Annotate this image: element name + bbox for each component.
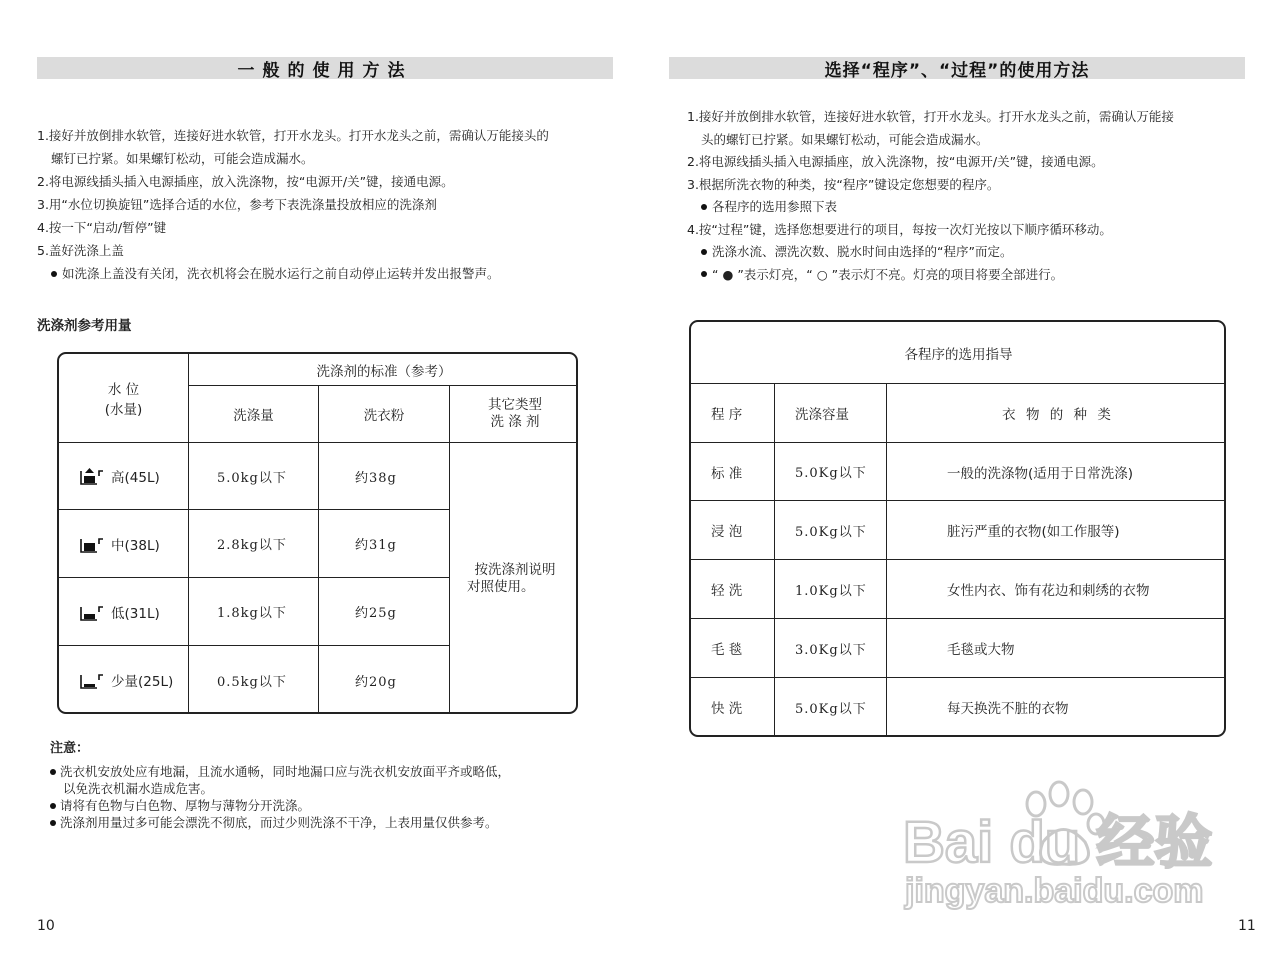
instruction-line: 2.将电源线插头插入电源插座，放入洗涤物，按“电源开/关”键，接通电源。 <box>37 174 454 189</box>
col-capacity: 洗涤容量 <box>795 407 849 423</box>
bullet-icon <box>50 803 56 809</box>
instruction-line: 2.将电源线插头插入电源插座，放入洗涤物，按“电源开/关”键，接通电源。 <box>687 154 1104 169</box>
instruction-line: 3.用“水位切换旋钮”选择合适的水位，参考下表洗涤量投放相应的洗涤剂 <box>37 197 437 212</box>
instruction-line: 5.盖好洗涤上盖 <box>37 243 124 258</box>
level-label: 高(45L) <box>111 470 160 486</box>
water-level-header <box>59 354 188 442</box>
capacity-value: 3.0Kg以下 <box>795 642 867 658</box>
other-note-line2: 对照使用。 <box>467 578 535 595</box>
other-detergent-note <box>450 443 578 714</box>
program-table-title: 各程序的选用指导 <box>904 346 1013 363</box>
instruction-bullet-text: 洗涤水流、漂洗次数、脱水时间由选择的“程序”而定。 <box>712 244 1013 259</box>
program-guide-table <box>689 320 1226 737</box>
tub-high-icon <box>79 467 105 485</box>
col-program: 程 序 <box>711 407 743 423</box>
col-other-line1: 其它类型 <box>488 397 542 413</box>
instruction-bullet-text: 各程序的选用参照下表 <box>712 199 838 214</box>
notes-title: 注意： <box>50 741 90 756</box>
program-name: 轻 洗 <box>711 583 743 599</box>
capacity-value: 5.0Kg以下 <box>795 701 867 717</box>
clothes-type-value: 女性内衣、饰有花边和刺绣的衣物 <box>947 583 1150 599</box>
clothes-type-value: 一般的洗涤物(适用于日常洗涤) <box>947 465 1134 482</box>
tub-low-icon <box>79 603 105 621</box>
right-instructions <box>687 106 1257 286</box>
instruction-line: 螺钉已拧紧。如果螺钉松动，可能会造成漏水。 <box>51 151 314 166</box>
right-page-title: 选择“程序”、“过程”的使用方法 <box>669 57 1245 79</box>
table-row-level <box>79 510 188 577</box>
table-row-level <box>79 578 188 645</box>
level-label: 中(38L) <box>111 537 160 554</box>
instruction-line: 4.按“过程”键，选择您想要进行的项目，每按一次灯光按以下顺序循环移动。 <box>687 221 1112 237</box>
note-text: 洗衣机安放处应有地漏，且流水通畅，同时地漏口应与洗衣机安放面平齐或略低， <box>60 764 511 779</box>
col-other-detergent <box>450 386 578 442</box>
level-label: 少量(25L) <box>111 674 174 690</box>
instruction-bullet <box>37 262 627 285</box>
powder-value: 约25g <box>355 606 397 621</box>
wash-amount-value: 5.0kg以下 <box>217 470 287 486</box>
instruction-line: 1.接好并放倒排水软管，连接好进水软管，打开水龙头。打开水龙头之前，需确认万能接头的 <box>37 128 549 143</box>
wash-amount-value: 2.8kg以下 <box>217 538 287 553</box>
notes-section <box>50 740 610 831</box>
clothes-type-value: 毛毯或大物 <box>947 642 1015 658</box>
bullet-icon <box>701 249 707 255</box>
right-page <box>640 0 1280 960</box>
instruction-line: 3.根据所洗衣物的种类，按“程序”键设定您想要的程序。 <box>687 176 1000 192</box>
page-number: 11 <box>1238 918 1256 934</box>
bullet-icon <box>50 820 56 826</box>
page-number: 10 <box>37 918 55 934</box>
instruction-line: 4.按一下“启动/暂停”键 <box>37 220 167 235</box>
tub-medium-icon <box>79 535 105 553</box>
tub-minimal-icon <box>79 671 105 689</box>
clothes-type-value: 脏污严重的衣物(如工作服等) <box>947 524 1120 540</box>
capacity-value: 5.0Kg以下 <box>795 466 867 481</box>
note-continuation: 以免洗衣机漏水造成危害。 <box>63 781 214 796</box>
bullet-icon <box>701 204 707 210</box>
instruction-bullet-text: “ ● ”表示灯亮，“ ○ ”表示灯不亮。灯亮的项目将要全部进行。 <box>712 266 1064 282</box>
clothes-type-value: 每天换洗不脏的衣物 <box>947 701 1069 717</box>
instruction-bullet <box>687 241 1257 264</box>
instruction-bullet <box>687 196 1257 219</box>
note-text: 请将有色物与白色物、厚物与薄物分开洗涤。 <box>60 798 311 813</box>
col-wash-amount: 洗涤量 <box>233 408 274 424</box>
program-name: 毛 毯 <box>711 642 743 658</box>
wash-amount-value: 0.5kg以下 <box>217 674 287 690</box>
table-row-level <box>79 443 188 509</box>
capacity-value: 1.0Kg以下 <box>795 583 867 599</box>
instruction-bullet <box>687 264 1257 287</box>
watermark-url: jingyan.baidu.com <box>905 872 1204 910</box>
bullet-icon <box>51 271 57 277</box>
program-name: 浸 泡 <box>711 524 743 540</box>
powder-value: 约20g <box>355 674 397 690</box>
capacity-value: 5.0Kg以下 <box>795 524 867 540</box>
bullet-icon <box>50 769 56 775</box>
note-item <box>50 797 610 814</box>
detergent-table <box>57 352 578 714</box>
level-label: 低(31L) <box>111 605 160 622</box>
note-item <box>50 763 610 780</box>
instruction-line: 1.接好并放倒排水软管，连接好进水软管，打开水龙头。打开水龙头之前，需确认万能接 <box>687 109 1174 124</box>
note-text: 洗涤剂用量过多可能会漂洗不彻底，而过少则洗涤不干净，上表用量仅供参考。 <box>60 815 498 830</box>
col-other-line2: 洗 涤 剂 <box>490 414 540 430</box>
program-name: 标 准 <box>711 465 743 482</box>
left-instructions <box>37 124 627 285</box>
instruction-line: 头的螺钉已拧紧。如果螺钉松动，可能会造成漏水。 <box>701 131 989 147</box>
col-powder: 洗衣粉 <box>363 408 405 424</box>
other-note-line1: 按洗涤剂说明 <box>474 561 556 578</box>
bullet-icon <box>701 271 707 277</box>
note-item <box>50 814 610 831</box>
wash-amount-value: 1.8kg以下 <box>217 606 287 621</box>
detergent-section-label: 洗涤剂参考用量 <box>37 318 132 334</box>
watermark-brand: Bai du 经验 <box>903 810 1213 875</box>
program-name: 快 洗 <box>711 701 743 717</box>
instruction-bullet-text: 如洗涤上盖没有关闭，洗衣机将会在脱水运行之前自动停止运转并发出报警声。 <box>62 266 500 281</box>
powder-value: 约38g <box>355 470 397 486</box>
water-level-header-text: 水 位 <box>107 382 140 398</box>
col-clothes-type: 衣 物 的 种 类 <box>1002 407 1111 423</box>
left-page-title: 一般的使用方法 <box>37 57 613 79</box>
detergent-group-header: 洗涤剂的标准（参考） <box>316 363 452 380</box>
table-row-level <box>79 646 188 714</box>
powder-value: 约31g <box>355 538 397 553</box>
water-level-header-sub: (水量) <box>104 402 143 418</box>
